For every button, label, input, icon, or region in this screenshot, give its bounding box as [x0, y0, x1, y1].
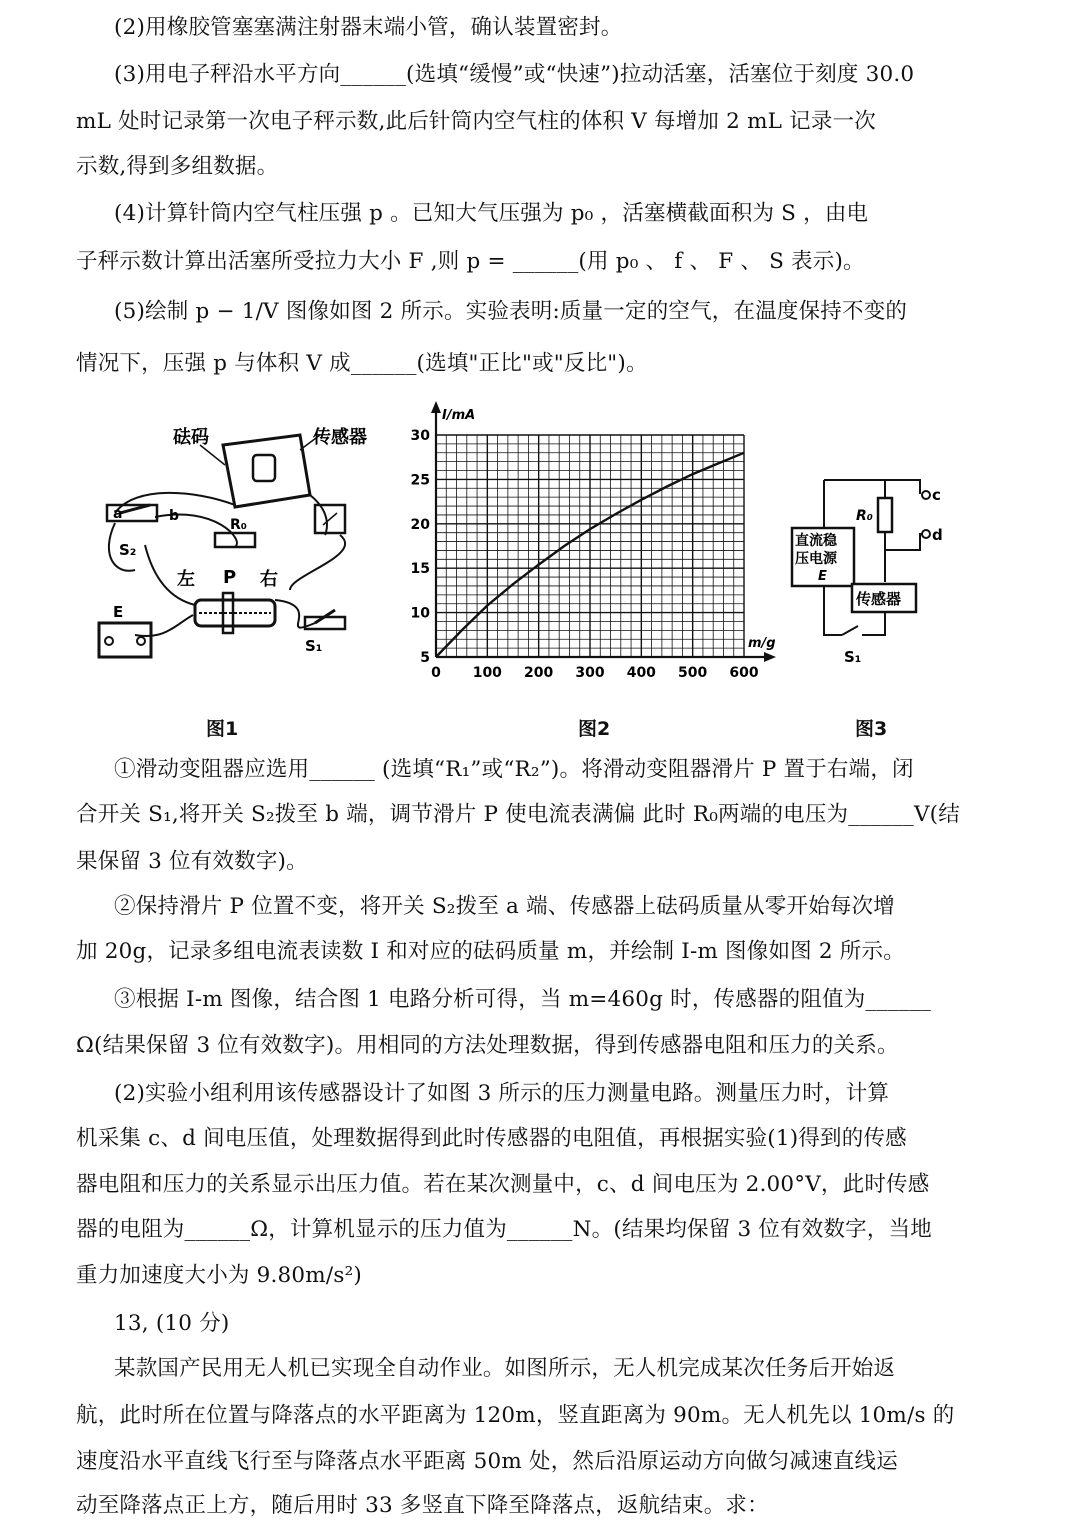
label-s2: S₂: [119, 541, 137, 559]
y-tick-label: 25: [410, 472, 430, 489]
label-sensor: 传感器: [313, 427, 367, 448]
source-line1: 直流稳: [795, 533, 837, 549]
terminal-c: [922, 491, 930, 499]
text-line-8: 情况下，压强 p 与体积 V 成______(选填"正比"或"反比")。: [76, 351, 648, 376]
chart-ylabel: I/mA: [442, 408, 476, 423]
label-a: a: [113, 506, 123, 522]
figure-1-caption: 图1: [206, 718, 239, 740]
y-tick-label: 30: [410, 428, 430, 444]
label-p: P: [223, 567, 237, 588]
figure-2: [400, 395, 790, 685]
text-line-10: 合开关 S₁,将开关 S₂拨至 b 端，调节滑片 P 使电流表满偏 此时 R₀两端的电压为______V(结: [76, 802, 960, 827]
label-sensor: 传感器: [856, 590, 902, 608]
text-line-24: 速度沿水平直线飞行至与降落点水平距离 50m 处，然后沿原运动方向做匀减速直线运: [76, 1449, 898, 1474]
label-e: E: [113, 603, 124, 621]
text-line-18: 器电阻和压力的关系显示出压力值。若在某次测量中，c、d 间电压为 2.00°V，此时传感: [76, 1172, 930, 1197]
weight-icon: [253, 455, 275, 481]
x-tick-label: 300: [575, 665, 605, 681]
x-tick-label: 600: [729, 665, 759, 681]
label-c: c: [932, 486, 941, 504]
battery-icon: [99, 623, 151, 657]
label-left: 左: [177, 569, 195, 590]
y-tick-label: 10: [410, 605, 430, 622]
terminal-d: [922, 530, 930, 538]
resistor-r0: [878, 498, 892, 532]
text-line-11: 果保留 3 位有效数字)。: [76, 849, 308, 874]
label-b: b: [169, 508, 180, 524]
label-s1: S₁: [844, 648, 862, 666]
text-line-6: 子秤示数计算出活塞所受拉力大小 F ,则 p = ______(用 p₀ 、 f 、 F 、 S 表示)。: [76, 249, 865, 274]
label-d: d: [932, 526, 943, 544]
source-line3: E: [818, 569, 827, 584]
text-line-25: 动至降落点正上方，随后用时 33 多竖直下降至降落点，返航结束。求：: [76, 1493, 769, 1518]
text-line-19: 器的电阻为______Ω，计算机显示的压力值为______N。(结果均保留 3 位有效数字，当地: [76, 1217, 932, 1242]
chart-xlabel: m/g: [748, 636, 776, 651]
label-s1: S₁: [305, 637, 323, 655]
source-line2: 压电源: [795, 551, 837, 567]
switch-s1: [842, 626, 858, 635]
y-axis-arrow: [431, 401, 441, 413]
x-tick-label: 200: [524, 665, 554, 681]
text-line-4: 示数,得到多组数据。: [76, 154, 279, 179]
y-tick-label: 15: [410, 561, 430, 578]
text-line-22: 某款国产民用无人机已实现全自动作业。如图所示，无人机完成某次任务后开始返: [114, 1356, 896, 1381]
y-tick-label: 5: [420, 650, 430, 666]
figure-3-caption: 图3: [855, 718, 888, 740]
resistor-r0: [215, 533, 255, 547]
x-axis-arrow: [764, 652, 776, 662]
text-line-1: (2)用橡胶管塞塞满注射器末端小管，确认装置密封。: [114, 15, 623, 40]
text-line-14: ③根据 I-m 图像，结合图 1 电路分析可得，当 m=460g 时，传感器的阻值为______: [114, 987, 932, 1012]
text-line-20: 重力加速度大小为 9.80m/s²): [76, 1263, 362, 1288]
x-tick-label: 0: [431, 665, 441, 681]
scale-platform: [223, 435, 310, 507]
text-line-16: (2)实验小组利用该传感器设计了如图 3 所示的压力测量电路。测量压力时，计算: [114, 1081, 890, 1106]
figure-1: [95, 405, 395, 695]
figure-3: [780, 470, 960, 675]
text-line-17: 机采集 c、d 间电压值，处理数据得到此时传感器的电阻值，再根据实验(1)得到的传感: [76, 1126, 907, 1151]
y-tick-label: 20: [410, 516, 430, 533]
label-r: R₀: [856, 508, 873, 524]
text-line-7: (5)绘制 p − 1/V 图像如图 2 所示。实验表明:质量一定的空气，在温度保持不变的: [114, 299, 908, 324]
text-line-23: 航，此时所在位置与降落点的水平距离为 120m，竖直距离为 90m。无人机先以 10m/s 的: [76, 1403, 955, 1428]
label-right: 右: [260, 569, 278, 590]
figure-2-caption: 图2: [578, 718, 611, 740]
text-line-5: (4)计算针筒内空气柱压强 p 。已知大气压强为 p₀ ，活塞横截面积为 S ，由电: [114, 201, 869, 226]
text-line-2: (3)用电子秤沿水平方向______(选填“缓慢”或“快速”)拉动活塞，活塞位于刻度 30.0: [114, 62, 915, 87]
text-line-13: 加 20g，记录多组电流表读数 I 和对应的砝码质量 m，并绘制 I-m 图像如图 2 所示。: [76, 939, 905, 964]
label-r0: R₀: [230, 517, 247, 533]
label-weight: 砝码: [173, 427, 209, 448]
text-line-15: Ω(结果保留 3 位有效数字)。用相同的方法处理数据，得到传感器电阻和压力的关系。: [76, 1033, 899, 1058]
text-line-9: ①滑动变阻器应选用______ (选填“R₁”或“R₂”)。将滑动变阻器滑片 P 置于右端，闭: [114, 757, 914, 782]
text-line-3: mL 处时记录第一次电子秤示数,此后针筒内空气柱的体积 V 每增加 2 mL 记录一次: [76, 109, 876, 134]
chart-i-m: [400, 395, 790, 685]
text-line-12: ②保持滑片 P 位置不变，将开关 S₂拨至 a 端、传感器上砝码质量从零开始每次增: [114, 894, 896, 919]
x-tick-label: 500: [678, 665, 708, 681]
text-line-21: 13, (10 分): [114, 1311, 230, 1336]
x-tick-label: 100: [472, 665, 502, 681]
x-tick-label: 400: [626, 665, 656, 681]
switch-s1: [305, 617, 345, 629]
